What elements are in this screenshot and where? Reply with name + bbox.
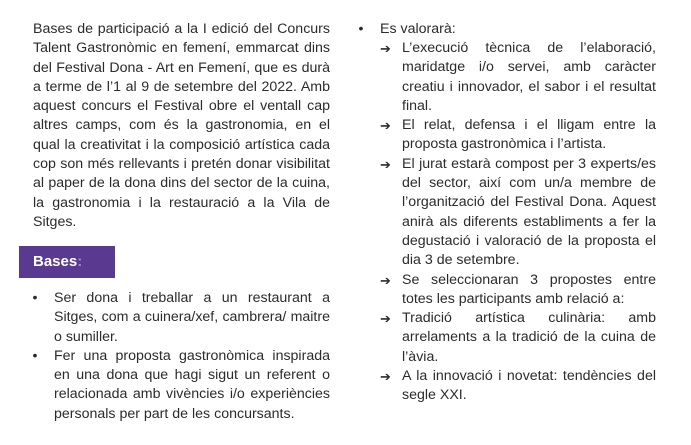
intro-paragraph: Bases de participació a la I edició del Concurs Talent Gastronòmic en femení, emmarcat dins del Festival Dona - Art en Femení, que es durà a terme de l’1 al 9 de setembre del 2022. Amb aquest concurs el Festival obre el ventall cap altres camps, com és la gastronomia, en el qual la creativitat i la composició artística cada cop son més rellevants i pretén donar visibilitat al paper de la dona dins del sector de la cuina, la gastronomia i la restauració a la Vila de Sitges.: [33, 21, 330, 230]
criteria-text: Se seleccionaran 3 propostes entre totes les participants amb relació a:: [402, 271, 656, 307]
list-item: [30, 347, 330, 424]
criteria-item: [356, 309, 656, 367]
list-item-text: Fer una proposta gastronòmica inspirada en una dona que hagi sigut un referent o relacionada amb vivències i/o experiències personals per part de les concursants.: [54, 347, 330, 422]
list-item-text: Es valorarà:: [380, 21, 456, 37]
list-item-text: Ser dona i treballar a un restaurant a Sitges, com a cuinera/xef, cambrera/ maitre o sumiller.: [54, 290, 330, 345]
arrow-right-icon: ➔: [380, 156, 391, 172]
criteria-list: [356, 39, 656, 406]
bases-list: [30, 289, 330, 424]
arrow-right-icon: ➔: [380, 118, 391, 134]
bullet-icon: •: [32, 290, 38, 306]
criteria-item: [356, 271, 656, 310]
criteria-item: [356, 116, 656, 155]
arrow-right-icon: ➔: [380, 311, 391, 327]
bases-heading-banner: [19, 246, 115, 278]
criteria-text: El jurat estarà compost per 3 experts/es del sector, així com un/a membre de l’organització del Festival Dona. Aquest anirà als diferents establiments a fer la degustació i valoració de la proposta el dia 3 de setembre.: [402, 155, 656, 269]
arrow-right-icon: ➔: [380, 272, 391, 288]
criteria-text: A la innovació i novetat: tendències del segle XXI.: [402, 368, 656, 404]
criteria-item: [356, 39, 656, 116]
criteria-item: [356, 155, 656, 271]
criteria-text: Tradició artística culinària: amb arrelaments a la tradició de la cuina de l’àvia.: [402, 310, 656, 365]
criteria-text: L’execució tècnica de l’elaboració, maridatge i/o servei, amb caràcter creatiu i innovador, el sabor i el resultat final.: [402, 40, 656, 114]
list-item: [356, 20, 656, 39]
bullet-icon: •: [32, 347, 38, 364]
list-item: [30, 289, 330, 347]
criteria-item: [356, 367, 656, 406]
evaluation-list: [356, 20, 656, 39]
bullet-icon: •: [358, 21, 364, 37]
arrow-right-icon: ➔: [380, 41, 391, 56]
criteria-text: El relat, defensa i el lligam entre la proposta gastronòmica i l’artista.: [402, 117, 656, 153]
bases-heading: Bases: [33, 253, 78, 270]
arrow-right-icon: ➔: [380, 369, 391, 385]
bases-heading-colon: :: [77, 253, 83, 270]
